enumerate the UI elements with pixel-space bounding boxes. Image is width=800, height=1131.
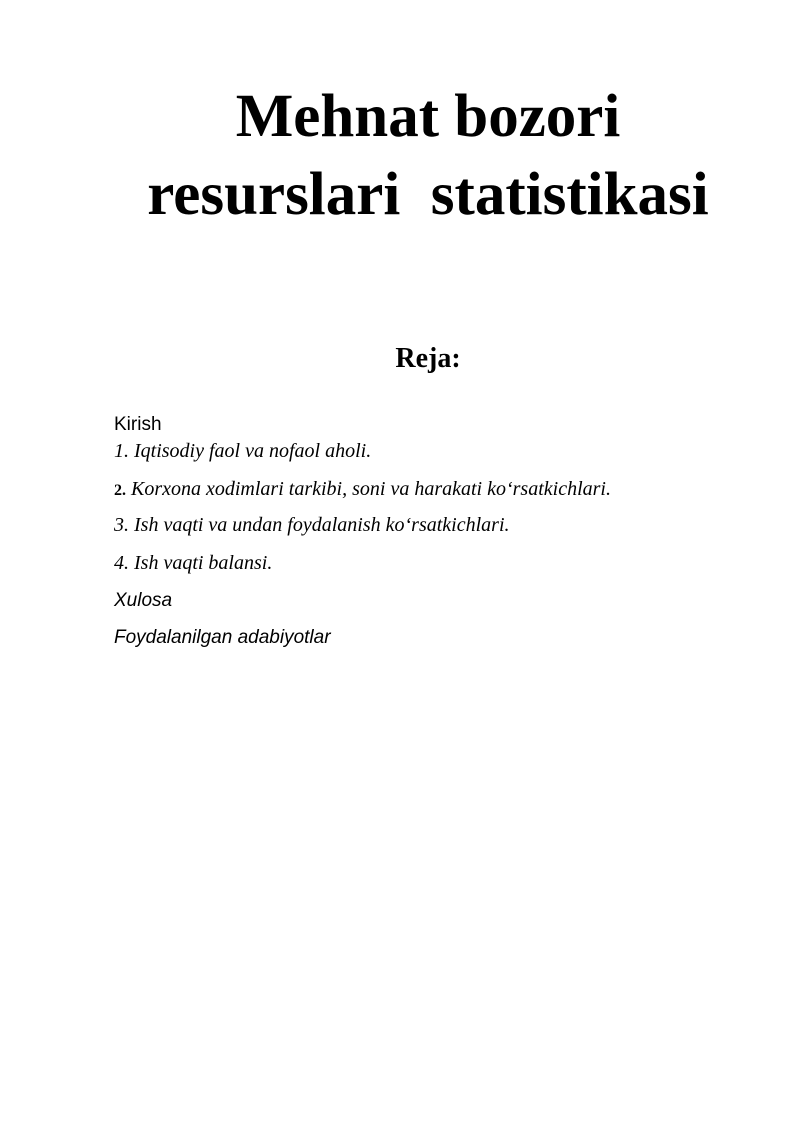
plan-item-references: Foydalanilgan adabiyotlar: [114, 627, 331, 648]
title-line-1: Mehnat bozori: [235, 83, 621, 150]
plan-item-1: 1. Iqtisodiy faol va nofaol aholi.: [114, 440, 372, 462]
plan-heading: Reja:: [395, 343, 461, 374]
plan-item-2-number: 2.: [114, 482, 126, 499]
plan-item-conclusion: Xulosa: [114, 590, 173, 611]
plan-item-2-label: Korxona xodimlari tarkibi, soni va harakati ko‘rsatkichlari.: [126, 478, 611, 500]
plan-item-4: 4. Ish vaqti balansi.: [114, 552, 273, 574]
plan-item-3: 3. Ish vaqti va undan foydalanish ko‘rsatkichlari.: [114, 514, 510, 536]
title-line-2: resurslari statistikasi: [147, 161, 709, 228]
document-title: [0, 78, 800, 234]
plan-item-2: [114, 476, 611, 504]
plan-item-intro: Kirish: [114, 414, 162, 435]
